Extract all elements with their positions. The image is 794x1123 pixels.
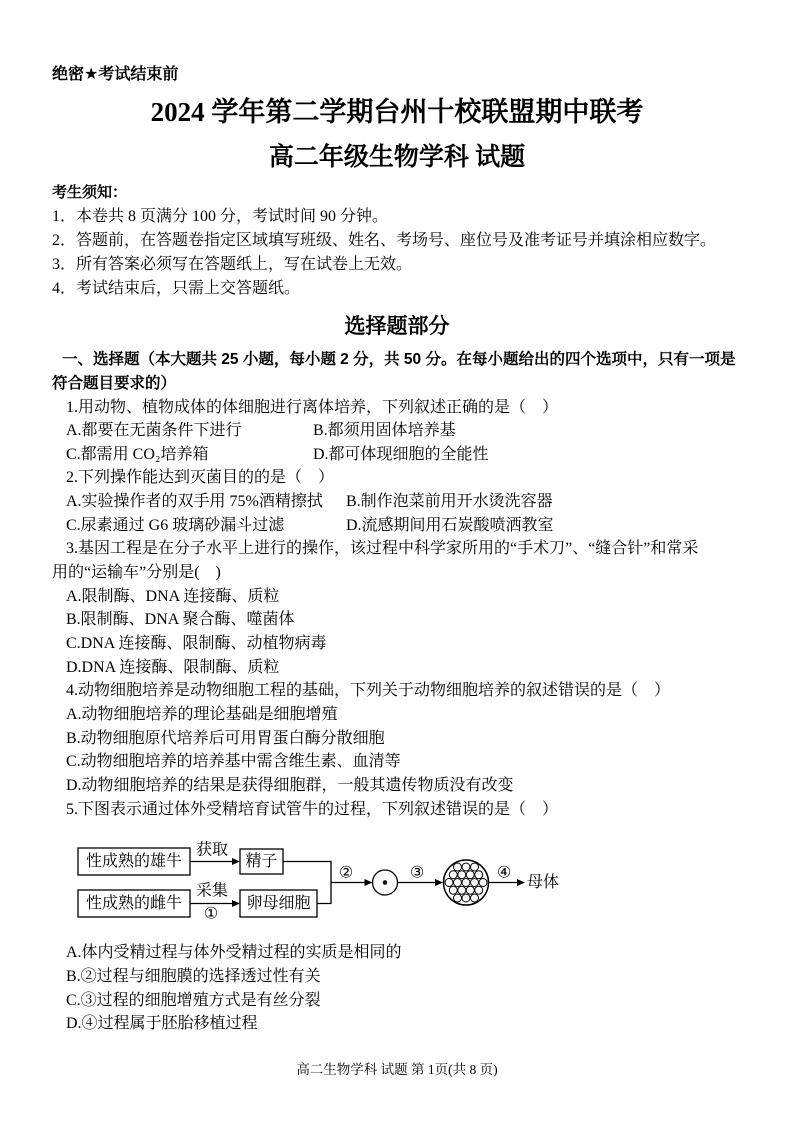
blastomere	[454, 894, 462, 902]
option-a: A.实验操作者的双手用 75%酒精擦拭	[66, 493, 323, 511]
option-d: D.④过程属于胚胎移植过程	[66, 1015, 258, 1033]
option-d: D.动物细胞培养的结果是获得细胞群，一般其遗传物质没有改变	[66, 776, 514, 794]
step-3-label: ③	[409, 864, 425, 882]
ivf-cattle-diagram	[60, 834, 570, 928]
question-stem: 1.用动物、植物成体的体细胞进行离体培养，下列叙述正确的是（ ）	[66, 398, 559, 416]
question-2	[52, 466, 792, 537]
exam-subtitle: 高二年级生物学科 试题	[268, 144, 526, 171]
collect-arrowhead	[232, 900, 240, 907]
option-a: A.都要在无菌条件下进行	[66, 422, 242, 440]
section-instructions: 一、选择题（本大题共 25 小题，每小题 2 分，共 50 分。在每小题给出的四个选项中，只有一项是	[62, 351, 736, 369]
blastomere	[454, 879, 462, 887]
notice-heading: 考生须知：	[52, 184, 128, 201]
zygote-nucleus-icon	[383, 880, 388, 885]
blastomere	[479, 879, 487, 887]
question-3	[52, 537, 792, 679]
male-cattle-label: 性成熟的雄牛	[85, 853, 183, 870]
option-b: B.都须用固体培养基	[313, 422, 456, 440]
collect-label: 采集	[195, 882, 229, 900]
option-b: B.制作泡菜前用开水烫洗容器	[346, 493, 553, 511]
question-stem: 4.动物细胞培养是动物细胞工程的基础，下列关于动物细胞培养的叙述错误的是（ ）	[66, 682, 671, 700]
exam-title: 2024 学年第二学期台州十校联盟期中联考	[150, 97, 644, 127]
blastomere	[471, 879, 479, 887]
option-c: C.都需用 CO₂培养箱	[66, 445, 209, 463]
question-stem: 3.基因工程是在分子水平上进行的操作，该过程中科学家所用的“手术刀”、“缝合针”和常采	[66, 540, 699, 558]
question-list	[52, 348, 792, 821]
blastomere	[445, 879, 453, 887]
step-2-arrowhead	[365, 879, 373, 886]
step-1-label: ①	[203, 905, 219, 923]
blastomere	[458, 871, 466, 879]
step-2-label: ②	[338, 864, 354, 882]
morula-icon	[444, 860, 489, 905]
blastomere	[462, 879, 470, 887]
option-row	[52, 490, 792, 514]
blastomere	[466, 886, 474, 894]
blastomere	[458, 886, 466, 894]
option-a: A.限制酶、DNA 连接酶、质粒	[66, 587, 280, 605]
blastomere	[471, 863, 479, 871]
option-d: D.DNA 连接酶、限制酶、质粒	[66, 658, 280, 676]
recipient-label: 母体	[527, 874, 560, 891]
page-footer: 高二生物学科 试题 第 1页(共 8 页)	[296, 1062, 498, 1077]
question-1	[52, 396, 792, 467]
blastomere	[466, 871, 474, 879]
oocyte-label: 卵母细胞	[246, 895, 311, 912]
section-instructions-continued: 符合题目要求的）	[52, 374, 177, 392]
option-d: D.都可体现细胞的全能性	[313, 445, 489, 463]
obtain-arrowhead	[232, 858, 240, 865]
step-4-label: ④	[496, 864, 512, 882]
option-row	[52, 419, 792, 443]
question-stem-continued: 用的“运输车”分别是( )	[52, 564, 221, 582]
female-cattle-label: 性成熟的雌牛	[85, 895, 183, 912]
option-b: B.限制酶、DNA 聚合酶、噬菌体	[66, 611, 295, 629]
blastomere	[471, 894, 479, 902]
notice-item-1: 1．本卷共 8 页满分 100 分，考试时间 90 分钟。	[52, 208, 389, 225]
question-5-options	[66, 941, 402, 1036]
blastomere	[449, 886, 457, 894]
question-stem: 2.下列操作能达到灭菌目的的是（ ）	[66, 469, 335, 487]
blastomere	[449, 871, 457, 879]
step-4-arrowhead	[517, 879, 525, 886]
candidate-notice	[52, 181, 716, 301]
notice-item-4: 4．考试结束后，只需上交答题纸。	[52, 280, 301, 297]
obtain-label: 获取	[195, 841, 229, 859]
option-row	[52, 443, 792, 467]
blastomere	[475, 871, 483, 879]
option-row	[52, 514, 792, 538]
option-a: A.体内受精过程与体外受精过程的实质是相同的	[66, 944, 402, 962]
option-d: D.流感期间用石炭酸喷洒教室	[346, 516, 554, 534]
question-4	[52, 679, 792, 797]
question-stem: 5.下图表示通过体外受精培育试管牛的过程，下列叙述错误的是（ ）	[66, 800, 559, 818]
notice-item-3: 3．所有答案必须写在答题纸上，写在试卷上无效。	[52, 256, 413, 273]
option-c: C.DNA 连接酶、限制酶、动植物病毒	[66, 635, 327, 652]
blastomere	[462, 894, 470, 902]
blastomere	[462, 863, 470, 871]
option-b: B.动物细胞原代培养后可用胃蛋白酶分散细胞	[66, 729, 385, 747]
option-c: C.动物细胞培养的培养基中需含维生素、血清等	[66, 753, 401, 771]
question-5	[52, 798, 792, 822]
option-c: C.尿素通过 G6 玻璃砂漏斗过滤	[66, 516, 285, 534]
confidential-label: 绝密★考试结束前	[52, 66, 179, 83]
option-b: B.②过程与细胞膜的选择透过性有关	[66, 967, 321, 985]
section-heading: 选择题部分	[344, 314, 450, 338]
option-a: A.动物细胞培养的理论基础是细胞增殖	[66, 705, 338, 723]
blastomere	[475, 886, 483, 894]
option-c: C.③过程的细胞增殖方式是有丝分裂	[66, 991, 321, 1009]
notice-item-2: 2．答题前，在答题卷指定区域填写班级、姓名、考场号、座位号及准考证号并填涂相应数字。	[52, 232, 717, 249]
blastomere	[454, 863, 462, 871]
sperm-label: 精子	[245, 853, 278, 870]
step-3-arrowhead	[435, 879, 443, 886]
